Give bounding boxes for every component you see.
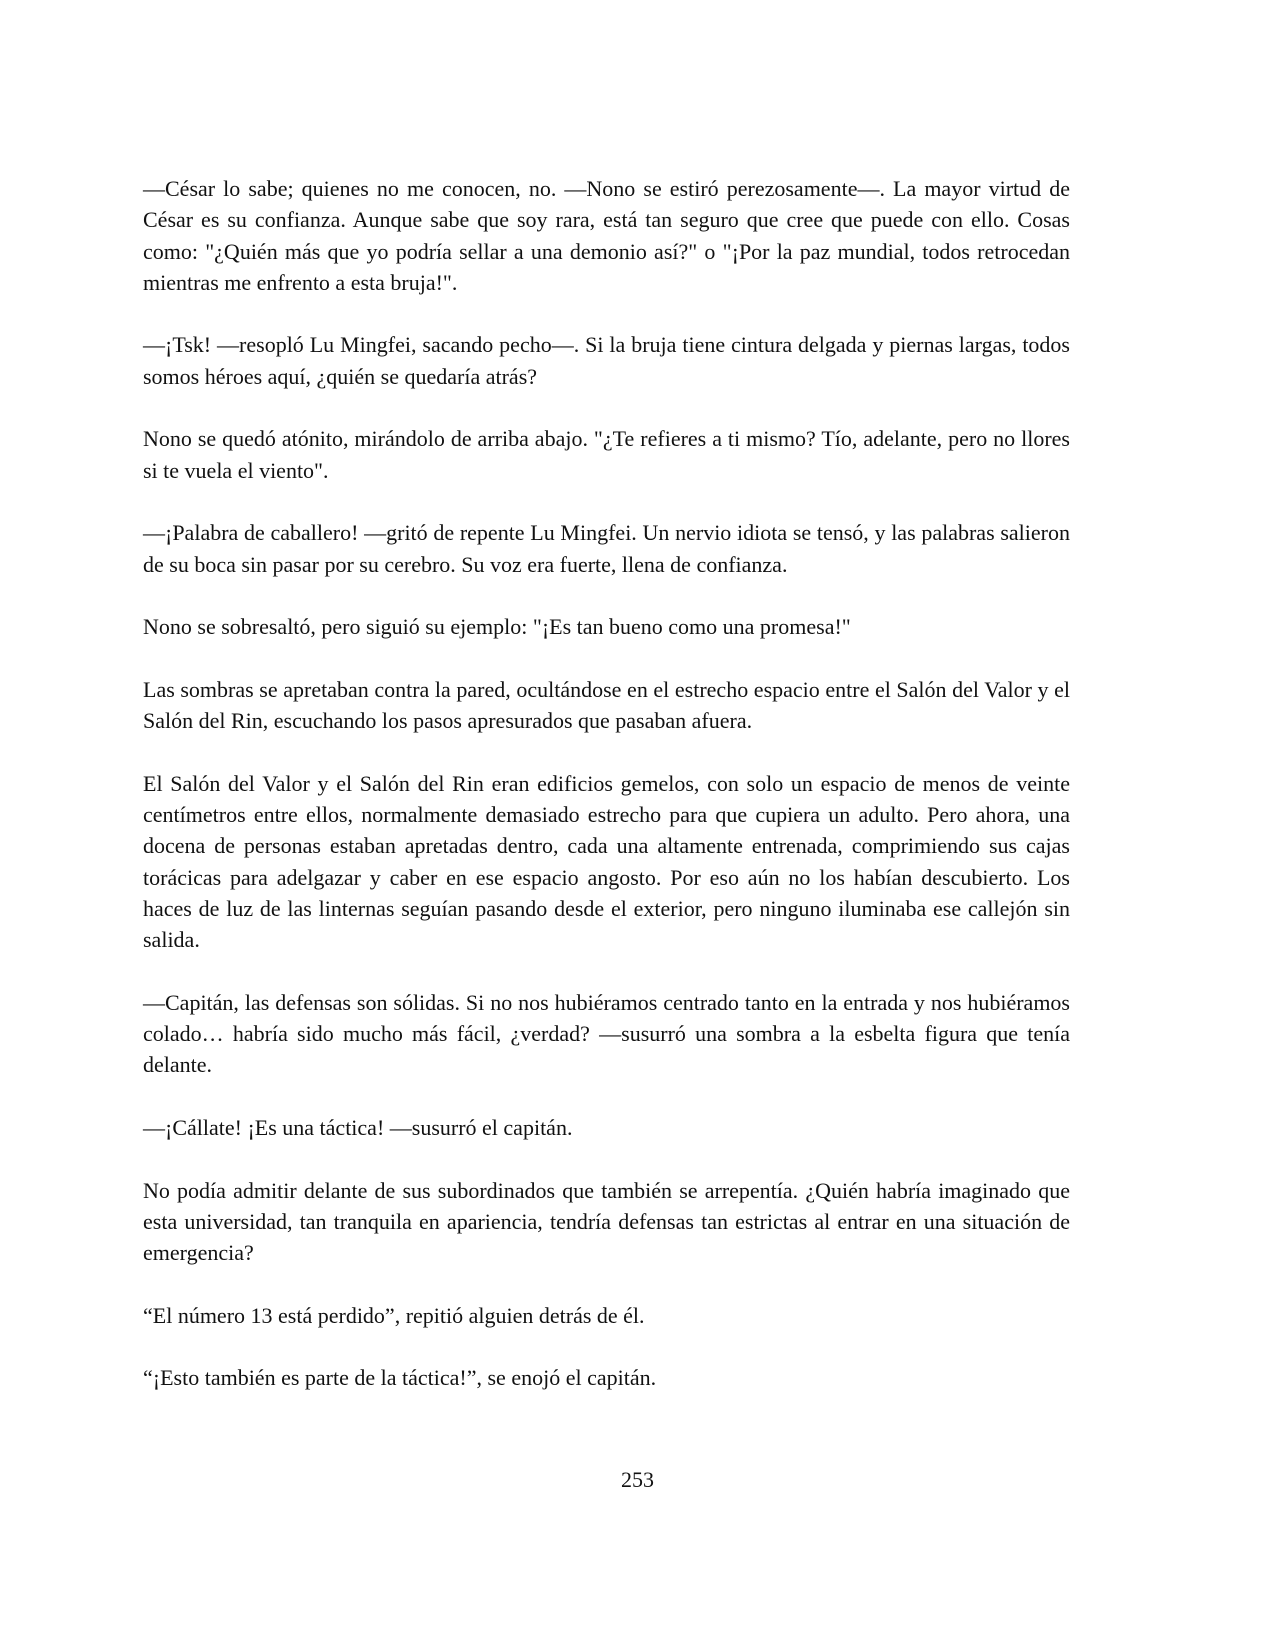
paragraph: —¡Tsk! —resopló Lu Mingfei, sacando pecho—. Si la bruja tiene cintura delgada y piernas largas, todos somos héroes aquí, ¿quién se quedaría atrás?: [143, 332, 1070, 389]
paragraph: No podía admitir delante de sus subordinados que también se arrepentía. ¿Quién habría imaginado que esta universidad, tan tranquila en apariencia, tendría defensas tan estrictas al entrar en una situación de emergencia?: [143, 1177, 1070, 1266]
paragraph: —¡Palabra de caballero! —gritó de repente Lu Mingfei. Un nervio idiota se tensó, y las palabras salieron de su boca sin pasar por su cerebro. Su voz era fuerte, llena de confianza.: [143, 520, 1070, 577]
paragraph: —¡Cállate! ¡Es una táctica! —susurró el capitán.: [143, 1114, 573, 1140]
page-body: [143, 173, 1070, 1425]
paragraph: Nono se sobresaltó, pero siguió su ejemplo: "¡Es tan bueno como una promesa!": [143, 614, 851, 640]
paragraph: “¡Esto también es parte de la táctica!”, se enojó el capitán.: [143, 1365, 657, 1391]
paragraph: “El número 13 está perdido”, repitió alguien detrás de él.: [143, 1302, 645, 1328]
page-number: 253: [621, 1467, 654, 1492]
paragraph: Nono se quedó atónito, mirándolo de arriba abajo. "¿Te refieres a ti mismo? Tío, adelante, pero no llores si te vuela el viento".: [143, 426, 1070, 483]
paragraph: —César lo sabe; quienes no me conocen, no. —Nono se estiró perezosamente—. La mayor virtud de César es su confianza. Aunque sabe que soy rara, está tan seguro que cree que puede con ello. Cosas como: "¿Quién más que yo podría sellar a una demonio así?" o "¡Por la paz mundial, todos retrocedan mientras me enfrento a esta bruja!".: [143, 176, 1070, 295]
paragraph: Las sombras se apretaban contra la pared, ocultándose en el estrecho espacio entre el Salón del Valor y el Salón del Rin, escuchando los pasos apresurados que pasaban afuera.: [143, 676, 1070, 734]
paragraph: El Salón del Valor y el Salón del Rin eran edificios gemelos, con solo un espacio de menos de veinte centímetros entre ellos, normalmente demasiado estrecho para que cupiera un adulto. Pero ahora, una docena de personas estaban apretadas dentro, cada una altamente entrenada, comprimiendo sus cajas torácicas para adelgazar y caber en ese espacio angosto. Por eso aún no los habían descubierto. Los haces de luz de las linternas seguían pasando desde el exterior, pero ninguno iluminaba ese callejón sin salida.: [143, 770, 1070, 953]
paragraph: —Capitán, las defensas son sólidas. Si no nos hubiéramos centrado tanto en la entrada y nos hubiéramos colado… habría sido mucho más fácil, ¿verdad? —susurró una sombra a la esbelta figura que tenía delante.: [143, 989, 1070, 1078]
